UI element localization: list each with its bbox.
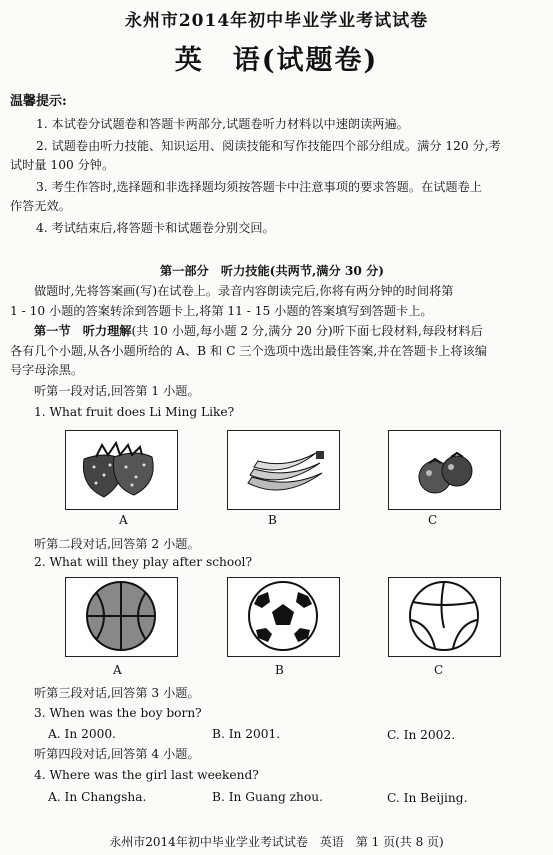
section1-text-a: (共 10 小题,每小题 2 分,满分 20 分)听下面七段材料,每段材料后 <box>131 324 483 338</box>
section1-text-c: 号字母涂黑。 <box>10 363 84 377</box>
section1-label: 第一节 听力理解 <box>34 324 132 338</box>
tomato-image <box>388 430 501 510</box>
page-footer: 永州市2014年初中毕业学业考试试卷 英语 第 1 页(共 8 页) <box>109 835 444 849</box>
q3-question: 3. When was the boy born? <box>34 706 202 720</box>
q1-option-b: B <box>268 513 277 527</box>
q4-question: 4. Where was the girl last weekend? <box>34 768 259 782</box>
q1-option-c: C <box>428 513 438 527</box>
soccer-ball-image <box>227 577 340 657</box>
q4-prompt: 听第四段对话,回答第 4 小题。 <box>34 747 200 761</box>
q3-option-c: C. In 2002. <box>387 728 456 742</box>
strawberry-image <box>65 430 178 510</box>
q2-option-c: C <box>434 663 444 677</box>
q2-option-a: A <box>113 663 122 677</box>
q1-question: 1. What fruit does Li Ming Like? <box>34 405 235 419</box>
part1-intro-2: 1 - 10 小题的答案转涂到答题卡上,将第 11 - 15 小题的答案填写到答题卡上。 <box>10 304 433 318</box>
exam-subtitle: 英 语(试题卷) <box>174 45 379 76</box>
q4-option-a: A. In Changsha. <box>48 790 147 804</box>
notice-item-3: 3. 考生作答时,选择题和非选择题均须按答题卡中注意事项的要求答题。在试题卷上 <box>36 180 482 194</box>
q2-question: 2. What will they play after school? <box>34 555 252 569</box>
part1-intro-1: 做题时,先将答案画(写)在试卷上。录音内容朗读完后,你将有两分钟的时间将第 <box>34 284 454 298</box>
notice-item-2-cont: 试时量 100 分钟。 <box>10 158 115 172</box>
notice-item-4: 4. 考试结束后,将答题卡和试题卷分别交回。 <box>36 221 275 235</box>
q3-option-a: A. In 2000. <box>48 727 116 741</box>
basketball-image <box>65 577 178 657</box>
notice-item-3-cont: 作答无效。 <box>10 199 71 213</box>
q1-prompt: 听第一段对话,回答第 1 小题。 <box>34 384 200 398</box>
notice-item-2: 2. 试题卷由听力技能、知识运用、阅读技能和写作技能四个部分组成。满分 120 分,考 <box>36 139 501 153</box>
section1-text-b: 各有几个小题,从各小题所给的 A、B 和 C 三个选项中选出最佳答案,并在答题卡上将该编 <box>10 344 487 358</box>
q2-prompt: 听第二段对话,回答第 2 小题。 <box>34 537 200 551</box>
q1-option-a: A <box>119 513 128 527</box>
exam-title: 永州市2014年初中毕业学业考试试卷 <box>124 11 429 31</box>
banana-image <box>227 430 340 510</box>
q4-option-b: B. In Guang zhou. <box>212 790 323 804</box>
q2-option-b: B <box>275 663 284 677</box>
q4-option-c: C. In Beijing. <box>387 791 468 805</box>
notice-heading: 温馨提示: <box>10 94 67 109</box>
q3-option-b: B. In 2001. <box>212 727 281 741</box>
q3-prompt: 听第三段对话,回答第 3 小题。 <box>34 686 200 700</box>
part1-heading: 第一部分 听力技能(共两节,满分 30 分) <box>160 264 385 278</box>
notice-item-1: 1. 本试卷分试题卷和答题卡两部分,试题卷听力材料以中速朗读两遍。 <box>36 117 409 131</box>
volleyball-image <box>388 577 501 657</box>
